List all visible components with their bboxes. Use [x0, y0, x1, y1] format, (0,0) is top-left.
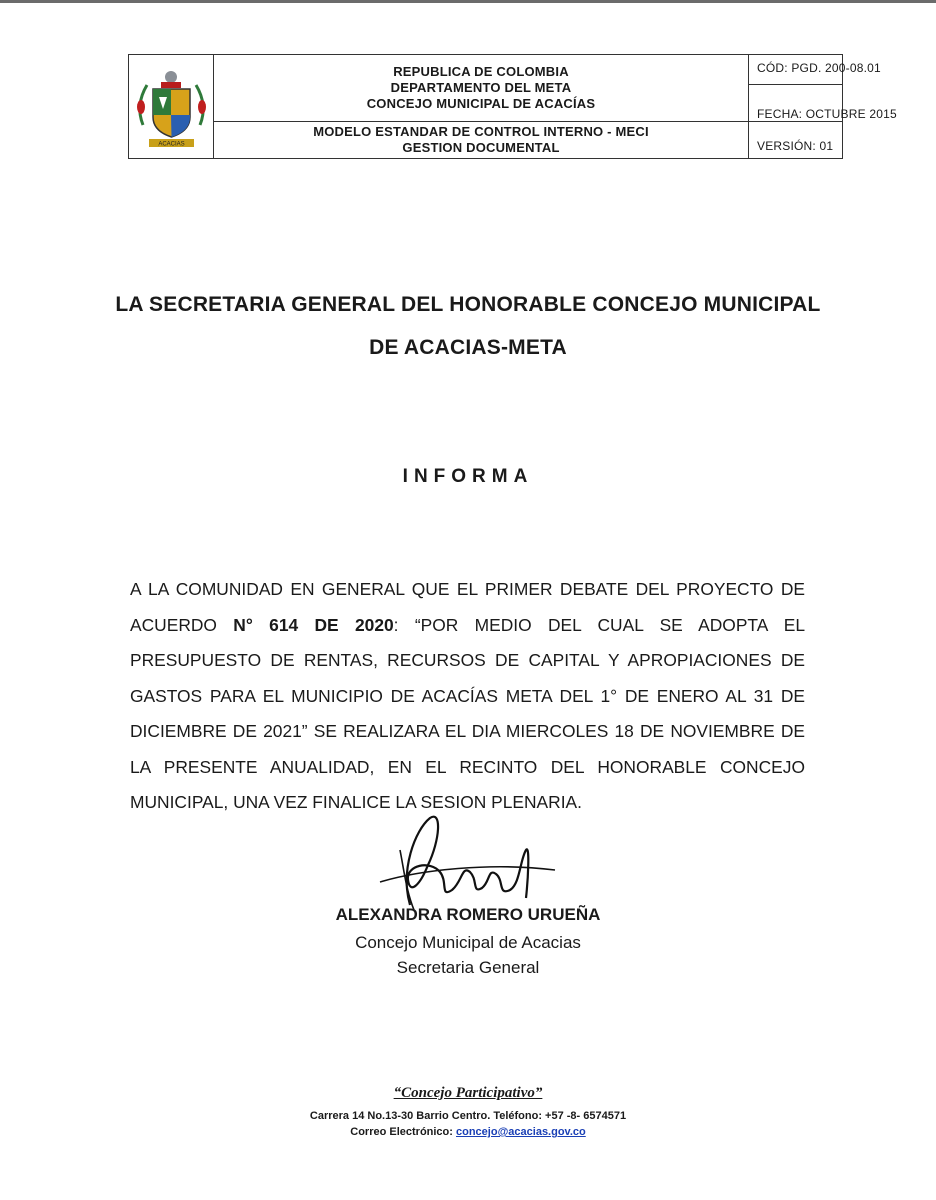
title-line-2: DE ACACIAS-META: [369, 336, 567, 359]
code-cell: [749, 55, 881, 85]
body-agreement-number: N° 614 DE 2020: [233, 614, 394, 635]
date-cell: [749, 85, 897, 122]
logo-cell: [129, 55, 214, 158]
signer-organization: Concejo Municipal de Acacias: [355, 933, 581, 952]
version-cell: [749, 122, 842, 158]
header-line-republica: REPUBLICA DE COLOMBIA: [393, 64, 569, 79]
notice-body: [130, 572, 805, 821]
header-line-departamento: DEPARTAMENTO DEL META: [390, 80, 572, 95]
document-date: FECHA: OCTUBRE 2015: [757, 107, 897, 121]
body-rest: : “POR MEDIO DEL CUAL SE ADOPTA EL PRESUPUESTO DE RENTAS, RECURSOS DE CAPITAL Y APROPIACIONES DE GASTOS PARA EL MUNICIPIO DE ACACÍAS META DEL 1° DE ENERO AL 31 DE DICIEMBRE DE 2021” SE REALIZARA EL DIA MIERCOLES 18 DE NOVIEMBRE DE LA PRESENTE ANUALIDAD, EN EL RECINTO DEL HONORABLE CONCEJO MUNICIPAL, UNA VEZ FINALICE LA SESION PLENARIA.: [130, 614, 805, 812]
signer-name: ALEXANDRA ROMERO URUEÑA: [335, 905, 601, 924]
header-title-block: [214, 55, 749, 122]
header-line-gestion: GESTION DOCUMENTAL: [402, 140, 560, 155]
informa-heading: INFORMA: [402, 466, 534, 487]
title-line-1: LA SECRETARIA GENERAL DEL HONORABLE CONCEJO MUNICIPAL: [115, 293, 821, 316]
header-subtitle-block: [214, 122, 749, 158]
document-version: VERSIÓN: 01: [757, 139, 834, 153]
footer-address: Carrera 14 No.13-30 Barrio Centro. Teléfono: +57 -8- 6574571: [309, 1110, 627, 1122]
body-lead: A LA COMUNIDAD EN GENERAL QUE EL PRIMER DEBATE DEL PROYECTO DE ACUERDO: [130, 579, 805, 635]
footer-email-label: Correo Electrónico:: [350, 1126, 456, 1138]
document-code: CÓD: PGD. 200-08.01: [757, 61, 881, 75]
header-line-meci: MODELO ESTANDAR DE CONTROL INTERNO - MECI: [313, 124, 649, 139]
footer-email-line: [0, 1126, 936, 1138]
header-line-concejo: CONCEJO MUNICIPAL DE ACACÍAS: [366, 96, 596, 111]
footer-motto: “Concejo Participativo”: [393, 1085, 543, 1101]
signer-role: Secretaria General: [396, 958, 540, 977]
footer-email-link[interactable]: concejo@acacias.gov.co: [456, 1126, 586, 1138]
top-border: [0, 0, 936, 3]
handwritten-signature: [370, 810, 560, 920]
svg-text:ACACIAS: ACACIAS: [158, 141, 185, 148]
document-header-table: [128, 54, 897, 159]
coat-of-arms-icon: [129, 55, 214, 158]
